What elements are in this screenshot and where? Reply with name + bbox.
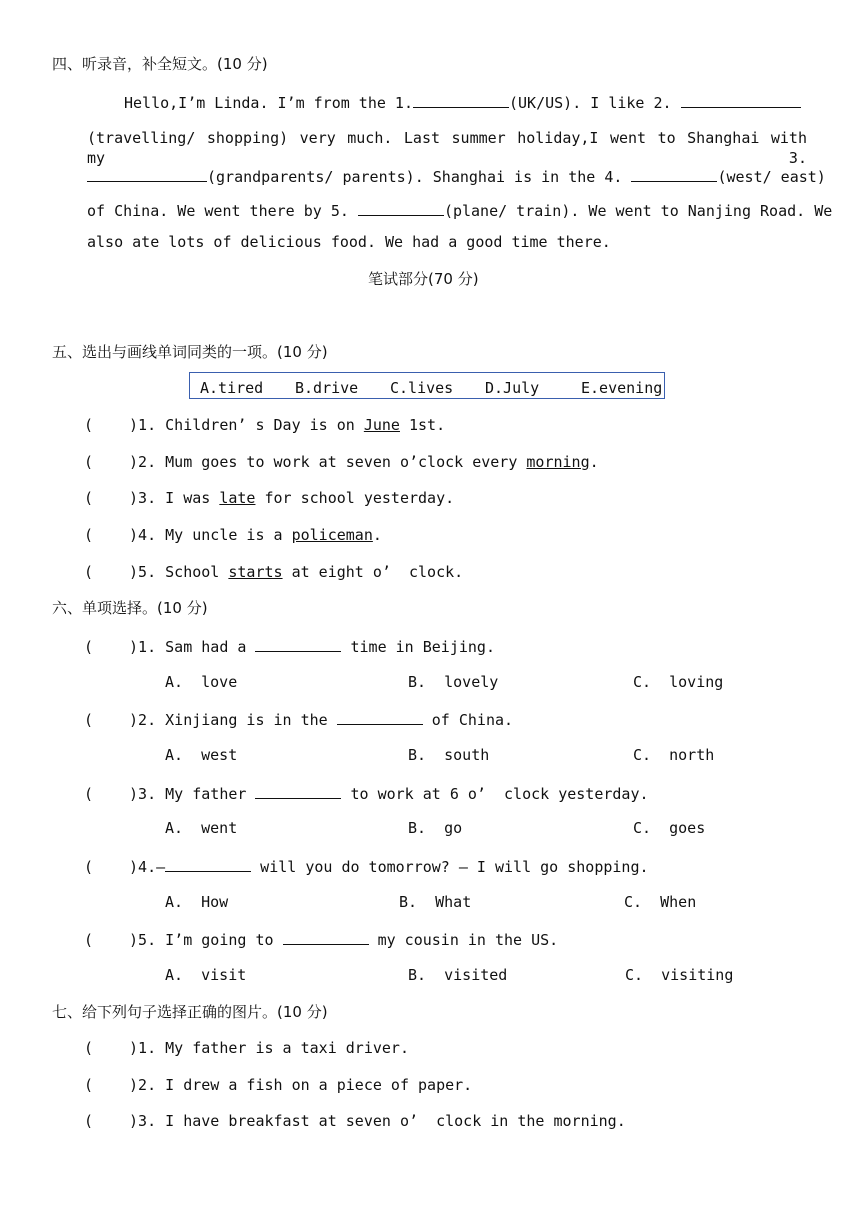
passage-text: Hello,I’m Linda. I’m from the 1. bbox=[124, 94, 413, 112]
choice-b: B. south bbox=[408, 746, 490, 764]
question-text: at eight o’ clock. bbox=[282, 563, 464, 581]
choice-a: A. love bbox=[165, 673, 238, 691]
question-text: of China. bbox=[422, 711, 514, 729]
question-text: my cousin in the US. bbox=[368, 931, 559, 949]
passage-line-4 bbox=[87, 199, 832, 221]
answer-paren[interactable]: ( bbox=[84, 931, 94, 949]
question-text: Mum goes to work at seven o’clock every bbox=[156, 453, 527, 471]
choice-b: B. lovely bbox=[408, 673, 499, 691]
mc-question bbox=[84, 928, 558, 950]
question-number: )1. bbox=[129, 416, 157, 434]
question-text: Sam had a bbox=[156, 638, 256, 656]
answer-blank[interactable] bbox=[337, 708, 423, 725]
underlined-word: policeman bbox=[291, 526, 373, 544]
blank-2[interactable] bbox=[681, 91, 801, 108]
mc-question bbox=[84, 708, 513, 730]
question-text: I have breakfast at seven o’ clock in the morning. bbox=[156, 1112, 626, 1130]
choice-c: C. loving bbox=[633, 673, 724, 691]
answer-blank[interactable] bbox=[255, 635, 341, 652]
underlined-word: starts bbox=[228, 563, 283, 581]
answer-paren[interactable]: ( bbox=[84, 858, 94, 876]
question-number: )1. bbox=[129, 1039, 157, 1057]
question-text: . bbox=[372, 526, 382, 544]
answer-paren[interactable]: ( bbox=[84, 1076, 94, 1094]
answer-paren[interactable]: ( bbox=[84, 1039, 94, 1057]
question-number: )4. bbox=[129, 858, 157, 876]
question-number: )2. bbox=[129, 1076, 157, 1094]
question-text: Xinjiang is in the bbox=[156, 711, 337, 729]
written-section-title: 笔试部分(70 分) bbox=[368, 270, 479, 288]
word-option: E.evening bbox=[581, 379, 663, 397]
answer-paren[interactable]: ( bbox=[84, 785, 94, 803]
choice-c: C. north bbox=[633, 746, 715, 764]
question-text: I was bbox=[156, 489, 220, 507]
answer-paren[interactable]: ( bbox=[84, 416, 94, 434]
question-number: )2. bbox=[129, 453, 157, 471]
question-text: I’m going to bbox=[156, 931, 283, 949]
question-text: . bbox=[589, 453, 599, 471]
choice-c: C. goes bbox=[633, 819, 706, 837]
question-number: )3. bbox=[129, 489, 157, 507]
underlined-word: morning bbox=[526, 453, 590, 471]
question-text: My uncle is a bbox=[156, 526, 292, 544]
choice-a: A. west bbox=[165, 746, 238, 764]
section6-title: 六、单项选择。(10 分) bbox=[52, 599, 208, 617]
picture-question bbox=[84, 1075, 472, 1095]
passage-text: (grandparents/ parents). Shanghai is in the 4. bbox=[207, 168, 623, 186]
passage-line-1 bbox=[124, 91, 801, 113]
choice-c: C. visiting bbox=[625, 966, 734, 984]
answer-blank[interactable] bbox=[165, 855, 251, 872]
mc-question bbox=[84, 635, 495, 657]
question-item bbox=[84, 452, 599, 472]
blank-1[interactable] bbox=[413, 91, 509, 108]
choice-a: A. went bbox=[165, 819, 238, 837]
question-item bbox=[84, 525, 382, 545]
question-text: to work at 6 o’ clock yesterday. bbox=[341, 785, 649, 803]
answer-paren[interactable]: ( bbox=[84, 563, 94, 581]
choice-a: A. How bbox=[165, 893, 229, 911]
question-number: )5. bbox=[129, 563, 157, 581]
answer-paren[interactable]: ( bbox=[84, 453, 94, 471]
question-text: Children’ s Day is on bbox=[156, 416, 364, 434]
answer-paren[interactable]: ( bbox=[84, 711, 94, 729]
blank-4[interactable] bbox=[631, 165, 717, 182]
question-number: )3. bbox=[129, 1112, 157, 1130]
blank-5[interactable] bbox=[358, 199, 444, 216]
section4-title: 四、听录音，补全短文。(10 分) bbox=[52, 55, 268, 73]
question-text: time in Beijing. bbox=[341, 638, 495, 656]
question-number: )5. bbox=[129, 931, 157, 949]
underlined-word: late bbox=[219, 489, 256, 507]
question-text: 1st. bbox=[399, 416, 446, 434]
word-option: C.lives bbox=[390, 379, 454, 397]
mc-question bbox=[84, 782, 649, 804]
question-text: My father is a taxi driver. bbox=[156, 1039, 409, 1057]
question-text: will you do tomorrow? — I will go shopping. bbox=[251, 858, 649, 876]
passage-line-5: also ate lots of delicious food. We had a good time there. bbox=[87, 233, 611, 251]
choice-b: B. visited bbox=[408, 966, 508, 984]
passage-text: (west/ east) bbox=[717, 168, 826, 186]
question-item bbox=[84, 488, 454, 508]
answer-blank[interactable] bbox=[255, 782, 341, 799]
answer-paren[interactable]: ( bbox=[84, 526, 94, 544]
answer-paren[interactable]: ( bbox=[84, 489, 94, 507]
section5-title: 五、选出与画线单词同类的一项。(10 分) bbox=[52, 343, 328, 361]
section7-title: 七、给下列句子选择正确的图片。(10 分) bbox=[52, 1003, 328, 1021]
question-number: )1. bbox=[129, 638, 157, 656]
choice-b: B. go bbox=[408, 819, 463, 837]
passage-line-2: (travelling/ shopping) very much. Last summer holiday,I went to Shanghai with my 3. bbox=[87, 129, 807, 167]
question-text: School bbox=[156, 563, 229, 581]
question-number: )3. bbox=[129, 785, 157, 803]
answer-blank[interactable] bbox=[283, 928, 369, 945]
choice-c: C. When bbox=[624, 893, 697, 911]
mc-question bbox=[84, 855, 649, 877]
passage-text: (UK/US). I like 2. bbox=[508, 94, 672, 112]
answer-paren[interactable]: ( bbox=[84, 1112, 94, 1130]
answer-paren[interactable]: ( bbox=[84, 638, 94, 656]
passage-text: (plane/ train). We went to Nanjing Road. We bbox=[443, 202, 833, 220]
blank-3[interactable] bbox=[87, 165, 207, 182]
word-option: B.drive bbox=[295, 379, 359, 397]
question-text: for school yesterday. bbox=[255, 489, 455, 507]
picture-question bbox=[84, 1038, 409, 1058]
choice-b: B. What bbox=[399, 893, 472, 911]
question-text: I drew a fish on a piece of paper. bbox=[156, 1076, 473, 1094]
question-number: )4. bbox=[129, 526, 157, 544]
question-number: )2. bbox=[129, 711, 157, 729]
question-item bbox=[84, 415, 445, 435]
question-text: — bbox=[156, 858, 166, 876]
question-text: My father bbox=[156, 785, 256, 803]
picture-question bbox=[84, 1111, 626, 1131]
underlined-word: June bbox=[363, 416, 400, 434]
passage-text: of China. We went there by 5. bbox=[87, 202, 349, 220]
passage-line-3 bbox=[87, 165, 826, 187]
word-option: A.tired bbox=[200, 379, 264, 397]
choice-a: A. visit bbox=[165, 966, 247, 984]
question-item bbox=[84, 562, 463, 582]
word-option: D.July bbox=[485, 379, 540, 397]
